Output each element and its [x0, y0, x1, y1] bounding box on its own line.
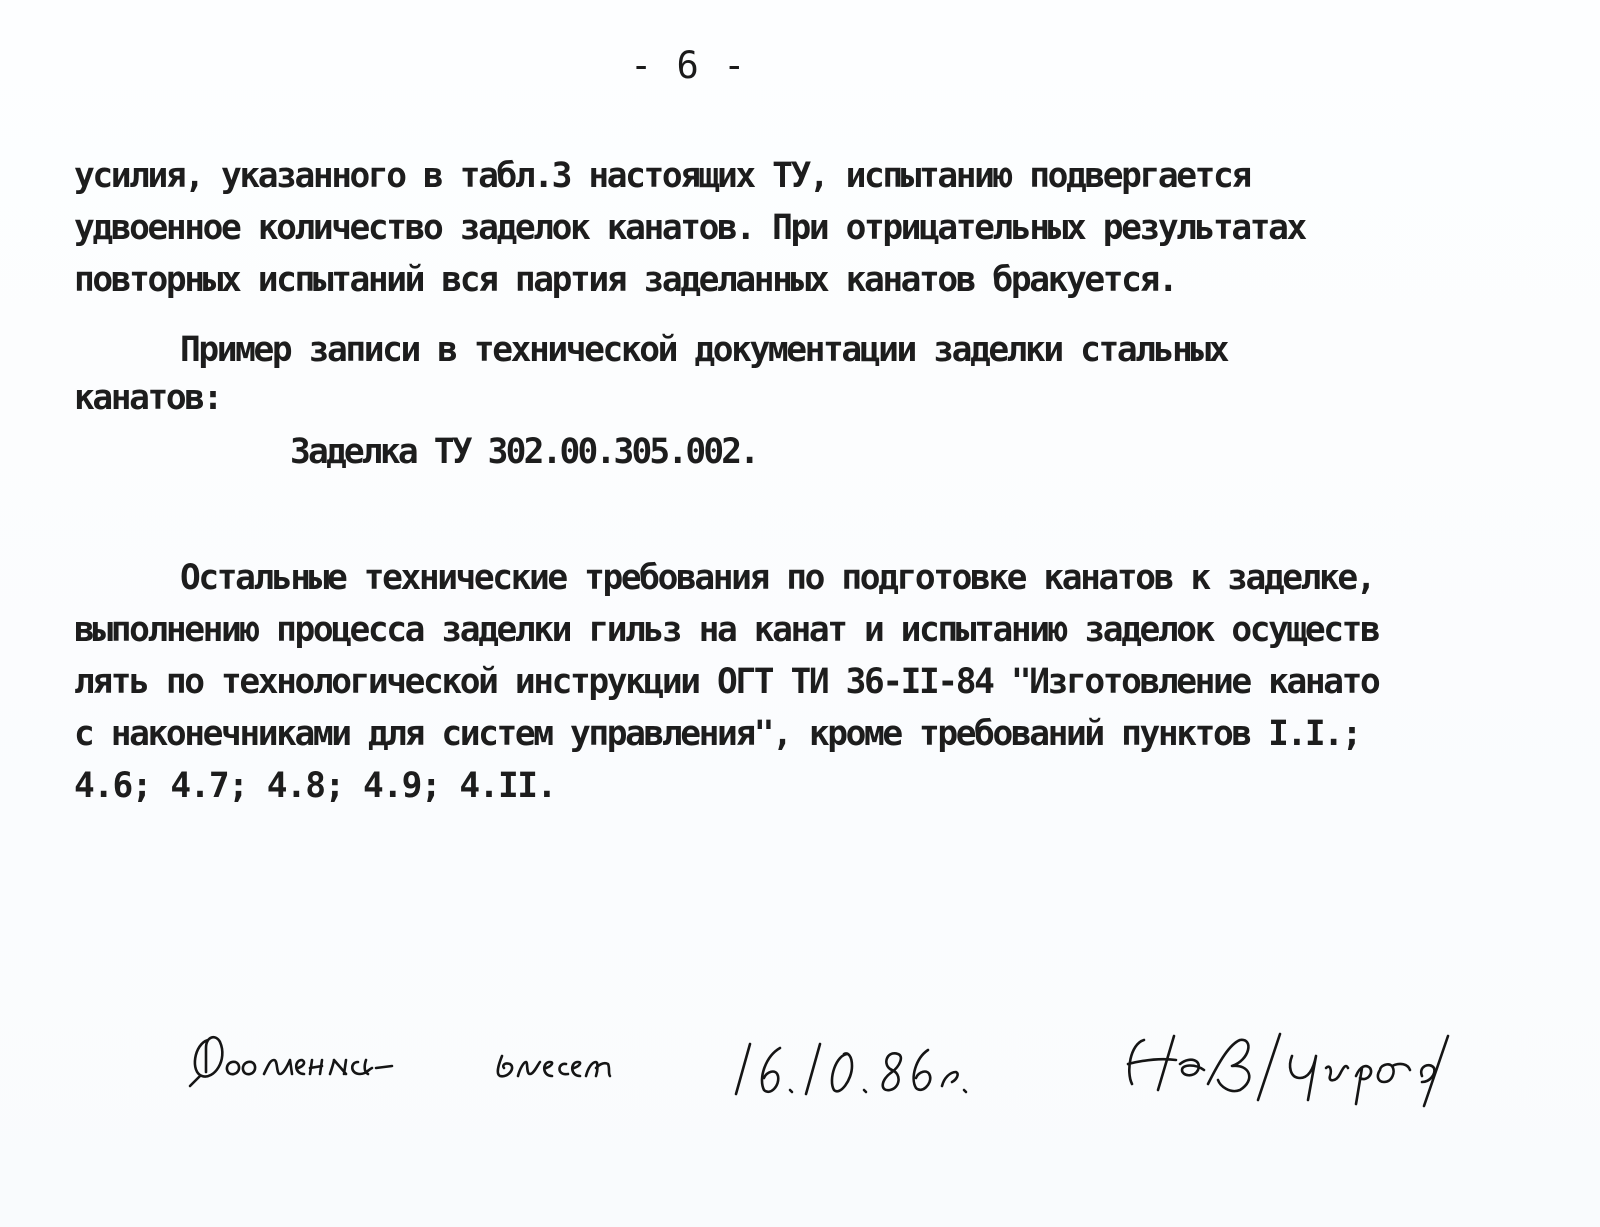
- paragraph-1-line-2: удвоенное количество заделок канатов. При отрицательных результатах: [74, 208, 1305, 248]
- paragraph-1-line-1: усилия, указанного в табл.3 настоящих ТУ, испытанию подвергается: [74, 156, 1250, 196]
- designation-example: Заделка ТУ 302.00.305.002.: [290, 432, 758, 472]
- paragraph-3-line-3: лять по технологической инструкции ОГТ ТИ 36-II-84 "Изготовление канато: [74, 662, 1379, 702]
- paragraph-3-line-2: выполнению процесса заделки гильз на канат и испытанию заделок осуществ: [74, 610, 1379, 650]
- paragraph-3-line-4: с наконечниками для систем управления", кроме требований пунктов I.I.;: [74, 714, 1360, 754]
- paragraph-3-line-5: 4.6; 4.7; 4.8; 4.9; 4.II.: [74, 766, 556, 806]
- page-number: - 6 -: [630, 44, 747, 87]
- paragraph-3-line-1: Остальные технические требования по подготовке канатов к заделке,: [180, 558, 1375, 598]
- paragraph-2-line-1: Пример записи в технической документации заделки стальных: [180, 330, 1228, 370]
- paragraph-2-line-2: канатов:: [74, 378, 221, 418]
- handwritten-signature: [180, 1020, 1540, 1120]
- paragraph-1-line-3: повторных испытаний вся партия заделанных канатов бракуется.: [74, 260, 1177, 300]
